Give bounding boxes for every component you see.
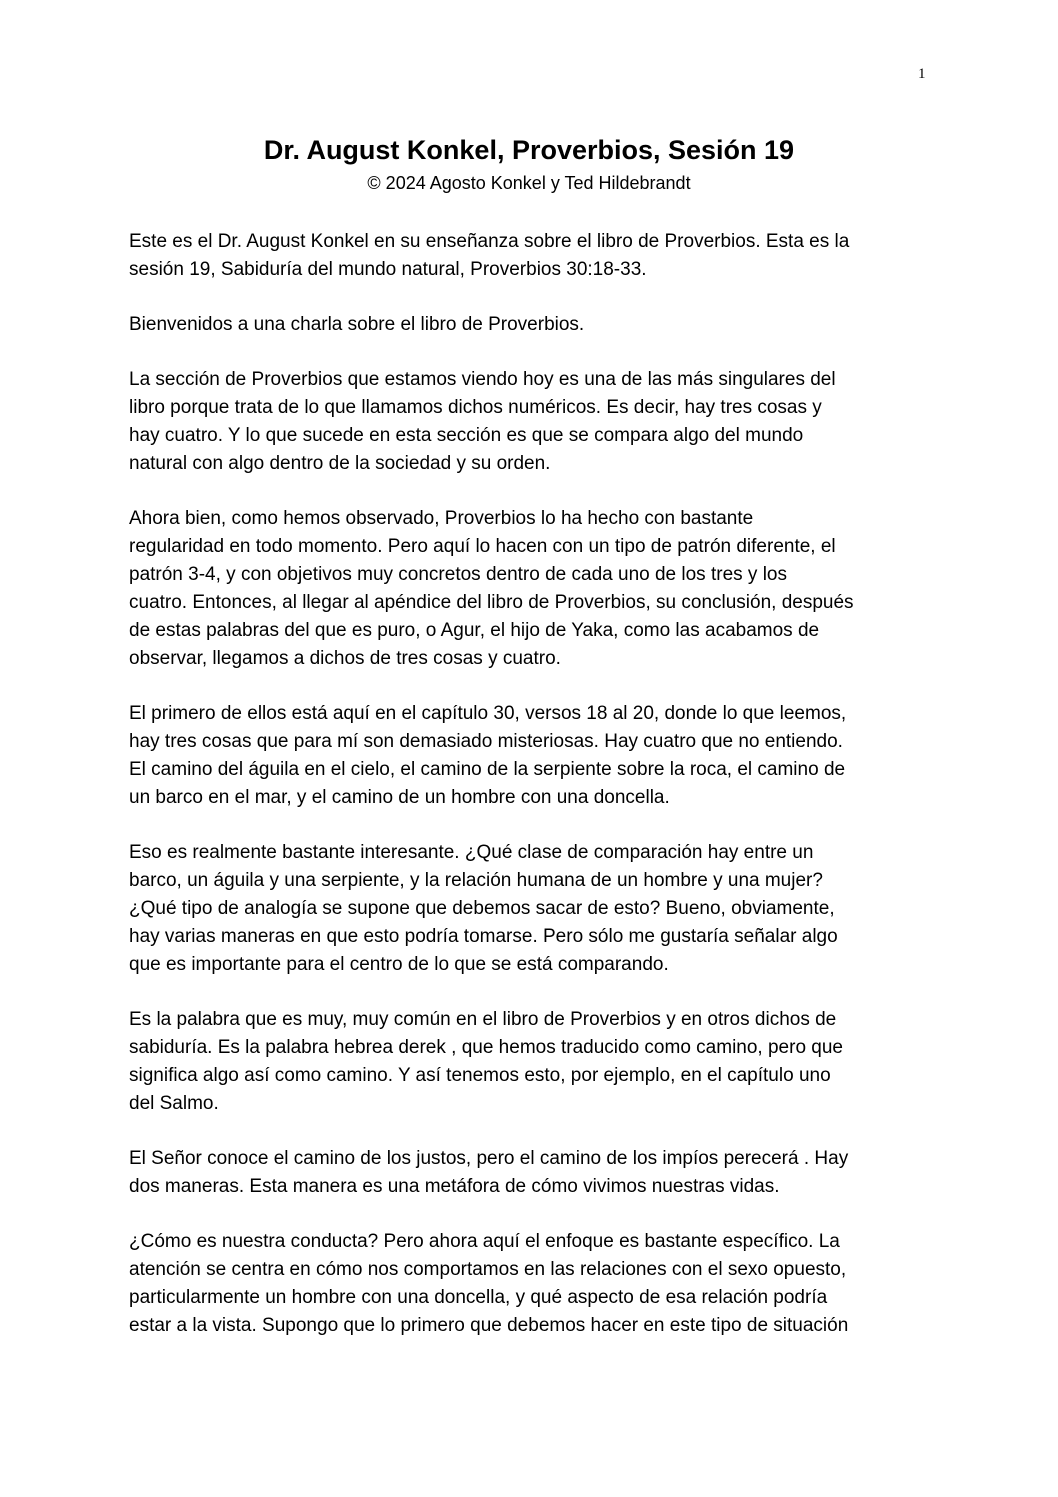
text-line: ¿Qué tipo de analogía se supone que debemos sacar de esto? Bueno, obviamente, (129, 898, 835, 919)
paragraph (129, 700, 949, 812)
document-title: Dr. August Konkel, Proverbios, Sesión 19 (263, 135, 795, 165)
text-line: estar a la vista. Supongo que lo primero que debemos hacer en este tipo de situación (129, 1315, 849, 1336)
text-line: hay cuatro. Y lo que sucede en esta sección es que se compara algo del mundo (129, 425, 804, 446)
paragraph (129, 839, 949, 979)
text-line: patrón 3-4, y con objetivos muy concretos dentro de cada uno de los tres y los (129, 564, 787, 585)
text-line: libro porque trata de lo que llamamos dichos numéricos. Es decir, hay tres cosas y (129, 397, 822, 418)
paragraph (129, 228, 949, 284)
text-line: regularidad en todo momento. Pero aquí lo hacen con un tipo de patrón diferente, el (129, 536, 836, 557)
text-line: hay tres cosas que para mí son demasiado misteriosas. Hay cuatro que no entiendo. (129, 731, 843, 752)
text-line: que es importante para el centro de lo que se está comparando. (129, 954, 669, 975)
paragraph (129, 366, 949, 478)
paragraph (129, 1006, 949, 1118)
copyright-line: © 2024 Agosto Konkel y Ted Hildebrandt (367, 173, 691, 193)
text-line: La sección de Proverbios que estamos viendo hoy es una de las más singulares del (129, 369, 836, 390)
text-line: cuatro. Entonces, al llegar al apéndice del libro de Proverbios, su conclusión, después (129, 592, 854, 613)
text-line: Ahora bien, como hemos observado, Proverbios lo ha hecho con bastante (129, 508, 754, 529)
text-line: de estas palabras del que es puro, o Agur, el hijo de Yaka, como las acabamos de (129, 620, 820, 641)
text-line: El camino del águila en el cielo, el camino de la serpiente sobre la roca, el camino de (129, 759, 846, 780)
text-line: atención se centra en cómo nos comportamos en las relaciones con el sexo opuesto, (129, 1259, 847, 1280)
text-line: El Señor conoce el camino de los justos, pero el camino de los impíos perecerá . Hay (129, 1148, 849, 1169)
paragraph (129, 1228, 949, 1340)
text-line: Bienvenidos a una charla sobre el libro de Proverbios. (129, 314, 585, 335)
text-line: barco, un águila y una serpiente, y la relación humana de un hombre y una mujer? (129, 870, 823, 891)
text-line: Este es el Dr. August Konkel en su enseñanza sobre el libro de Proverbios. Esta es la (129, 231, 850, 252)
text-line: El primero de ellos está aquí en el capítulo 30, versos 18 al 20, donde lo que leemos, (129, 703, 847, 724)
text-line: ¿Cómo es nuestra conducta? Pero ahora aquí el enfoque es bastante específico. La (129, 1231, 840, 1252)
paragraph (129, 505, 949, 673)
text-line: un barco en el mar, y el camino de un hombre con una doncella. (129, 787, 670, 808)
paragraph (129, 311, 949, 339)
text-line: observar, llegamos a dichos de tres cosas y cuatro. (129, 648, 561, 669)
text-line: Es la palabra que es muy, muy común en el libro de Proverbios y en otros dichos de (129, 1009, 837, 1030)
text-line: sesión 19, Sabiduría del mundo natural, Proverbios 30:18-33. (129, 259, 647, 280)
text-line: dos maneras. Esta manera es una metáfora de cómo vivimos nuestras vidas. (129, 1176, 780, 1197)
text-line: sabiduría. Es la palabra hebrea derek , que hemos traducido como camino, pero que (129, 1037, 843, 1058)
text-line: significa algo así como camino. Y así tenemos esto, por ejemplo, en el capítulo uno (129, 1065, 831, 1086)
text-line: del Salmo. (129, 1093, 219, 1114)
text-line: particularmente un hombre con una doncella, y qué aspecto de esa relación podría (129, 1287, 828, 1308)
document-body (129, 228, 949, 1367)
paragraph (129, 1145, 949, 1201)
text-line: hay varias maneras en que esto podría tomarse. Pero sólo me gustaría señalar algo (129, 926, 838, 947)
text-line: natural con algo dentro de la sociedad y su orden. (129, 453, 551, 474)
page-number: 1 (918, 66, 926, 82)
document-header (0, 130, 1058, 196)
text-line: Eso es realmente bastante interesante. ¿Qué clase de comparación hay entre un (129, 842, 814, 863)
